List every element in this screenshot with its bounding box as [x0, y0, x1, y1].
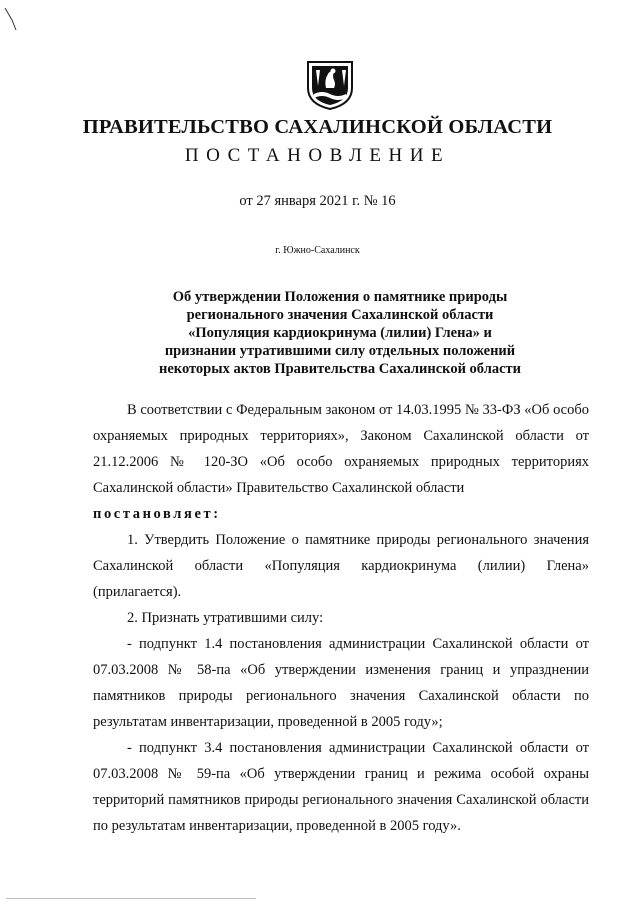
scan-mark-icon: [3, 6, 23, 32]
coat-of-arms-icon: [304, 58, 356, 110]
title-line: «Популяция кардиокринума (лилии) Глена» и: [188, 325, 492, 341]
resolves-paragraph: [93, 501, 589, 527]
document-type: ПОСТАНОВЛЕНИЕ: [184, 145, 451, 166]
subitem-1-paragraph: - подпункт 1.4 постановления администрации Сахалинской области от 07.03.2008 № 58-па «Об утверждении изменения границ и упразднении памятников природы регионального значения Сахалинской области по результатам инвентаризации, проведенной в 2005 году»;: [93, 636, 589, 730]
organization-name: ПРАВИТЕЛЬСТВО САХАЛИНСКОЙ ОБЛАСТИ: [82, 116, 553, 138]
subitem-2-paragraph: - подпункт 3.4 постановления администрации Сахалинской области от 07.03.2008 № 59-па «Об утверждении границ и режима особой охраны территорий памятников природы регионального значения Сахалинской области по результатам инвентаризации, проведенной в 2005 году».: [93, 740, 589, 834]
scan-edge-line: [6, 898, 256, 899]
title-line: регионального значения Сахалинской области: [186, 307, 494, 323]
document-title: [95, 288, 585, 378]
preamble-paragraph: В соответствии с Федеральным законом от 14.03.1995 № 33-ФЗ «Об особо охраняемых природных территориях», Законом Сахалинской области от 21.12.2006 № 120-ЗО «Об особо охраняемых природных территориях Сахалинской области» Правительство Сахалинской области: [93, 402, 589, 496]
title-line: Об утверждении Положения о памятнике природы: [172, 289, 508, 305]
title-line: некоторых актов Правительства Сахалинской области: [158, 361, 521, 377]
document-city: г. Южно-Сахалинск: [275, 245, 360, 256]
document-body: [93, 397, 589, 839]
item-2-paragraph: 2. Признать утратившими силу:: [127, 610, 324, 626]
title-line: признании утратившими силу отдельных положений: [164, 343, 516, 359]
document-date: от 27 января 2021 г. № 16: [239, 193, 396, 209]
resolves-word: постановляет:: [93, 506, 221, 522]
item-1-paragraph: 1. Утвердить Положение о памятнике природы регионального значения Сахалинской области «Популяция кардиокринума (лилии) Глена» (прилагается).: [93, 532, 589, 600]
